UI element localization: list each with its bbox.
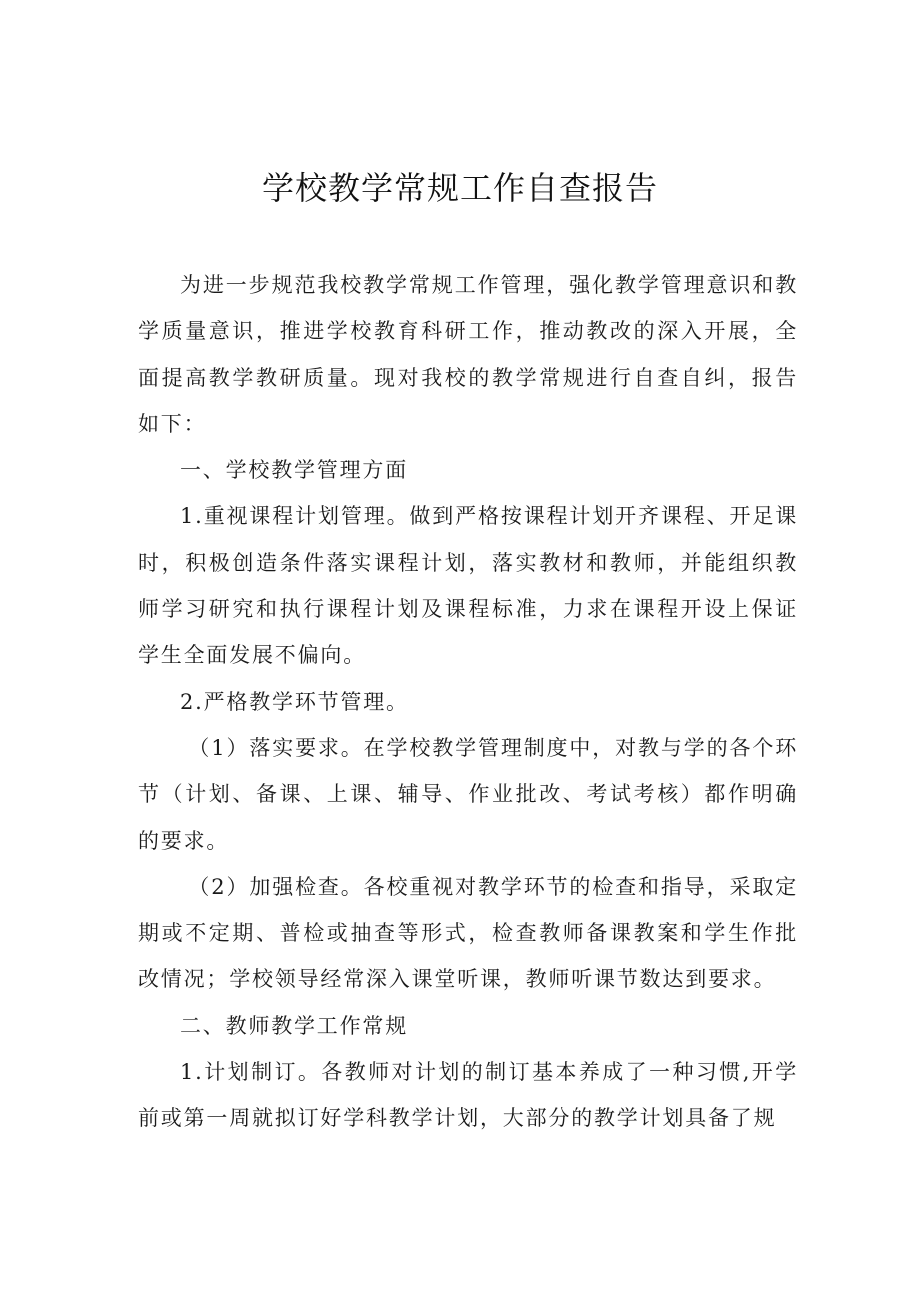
document-title: 学校教学常规工作自查报告	[261, 169, 658, 207]
document-body	[138, 262, 798, 1142]
paragraph-course-plan: 1.重视课程计划管理。做到严格按课程计划开齐课程、开足课时，积极创造条件落实课程计划，落实教材和教师，并能组织教师学习研究和执行课程计划及课程标准，力求在课程开设上保证学生全面发展不偏向。	[138, 504, 798, 668]
paragraph-inspection: （2）加强检查。各校重视对教学环节的检查和指导，采取定期或不定期、普检或抽查等形式，检查教师备课教案和学生作批改情况；学校领导经常深入课堂听课，教师听课节数达到要求。	[138, 874, 798, 992]
paragraph-requirements: （1）落实要求。在学校教学管理制度中，对教与学的各个环节（计划、备课、上课、辅导、作业批改、考试考核）都作明确的要求。	[138, 735, 798, 853]
section-heading-1: 一、学校教学管理方面	[180, 458, 408, 483]
intro-paragraph: 为进一步规范我校教学常规工作管理，强化教学管理意识和教学质量意识，推进学校教育科研工作，推动教改的深入开展，全面提高教学教研质量。现对我校的教学常规进行自查自纠，报告如下：	[138, 273, 798, 436]
paragraph-plan-making: 1.计划制订。各教师对计划的制订基本养成了一种习惯,开学前或第一周就拟订好学科教学计划，大部分的教学计划具备了规	[138, 1060, 798, 1131]
paragraph-teaching-steps: 2.严格教学环节管理。	[180, 689, 409, 714]
section-heading-2: 二、教师教学工作常规	[180, 1013, 408, 1038]
